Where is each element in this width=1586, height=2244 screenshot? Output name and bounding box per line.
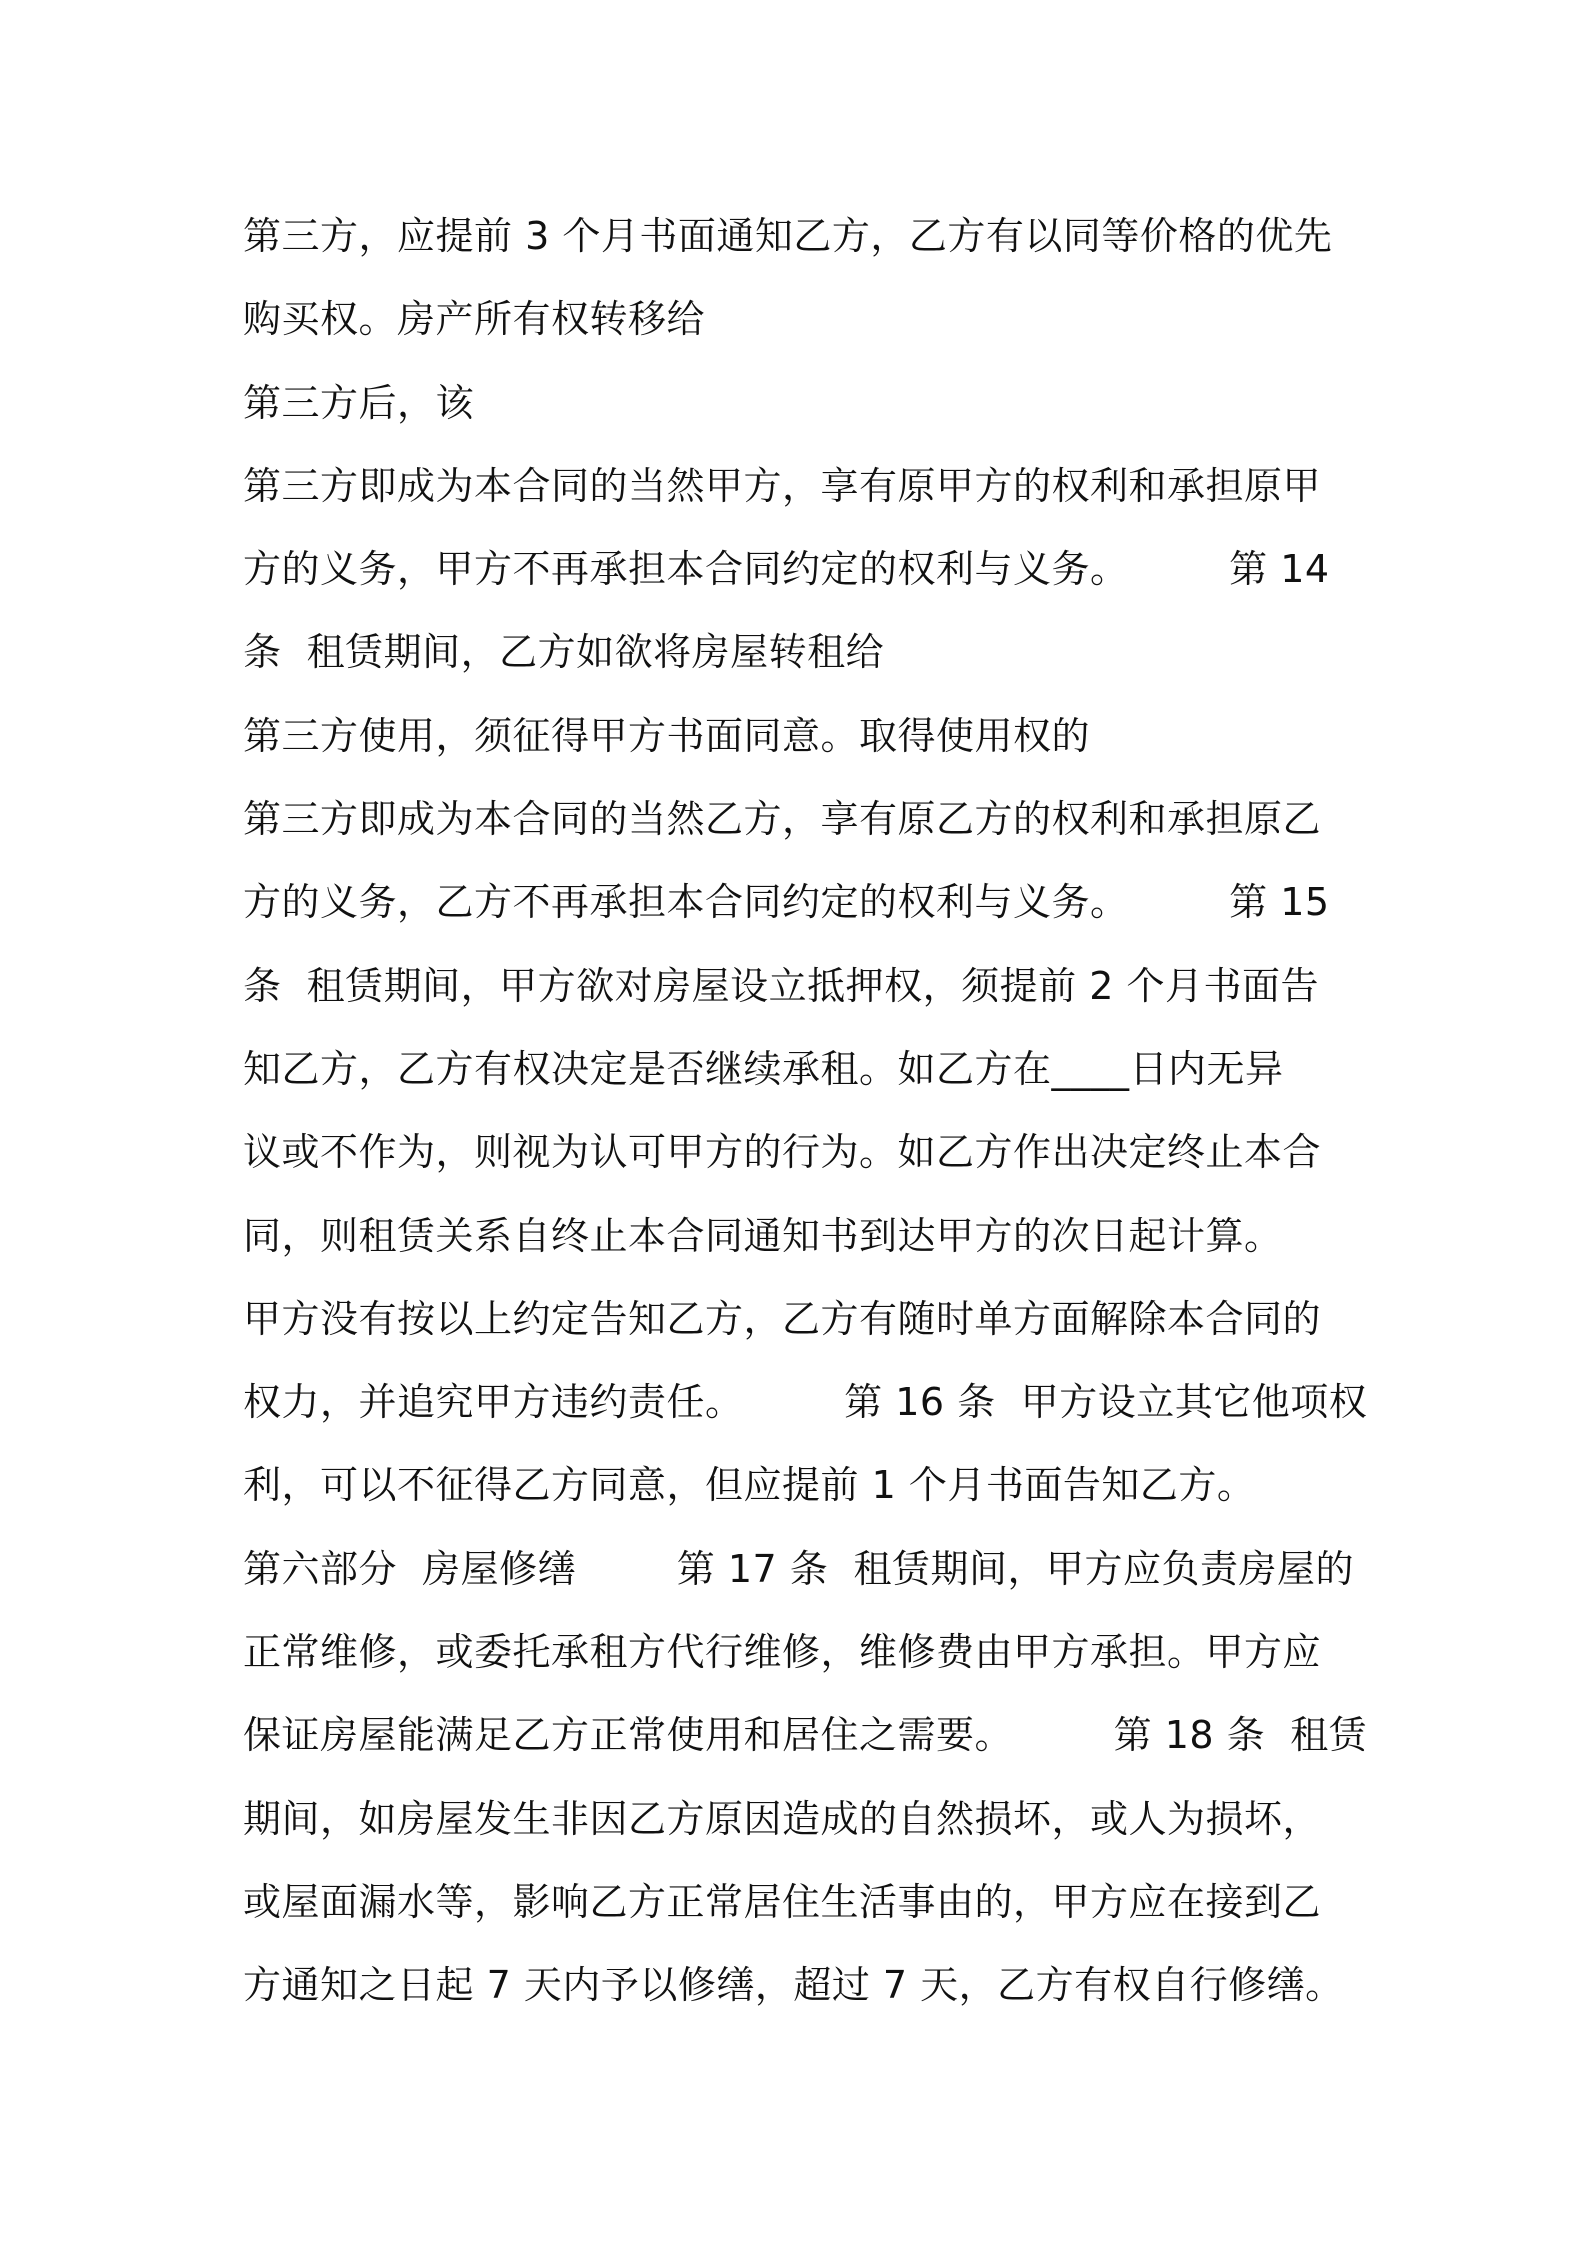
text-line: 方的义务，乙方不再承担本合同约定的权利与义务。 第 15 xyxy=(243,880,1330,925)
text-line: 权力，并追究甲方违约责任。 第 16 条 甲方设立其它他项权 xyxy=(243,1380,1368,1425)
text-line: 议或不作为，则视为认可甲方的行为。如乙方作出决定终止本合 xyxy=(243,1130,1322,1175)
text-line: 甲方没有按以上约定告知乙方，乙方有随时单方面解除本合同的 xyxy=(243,1296,1322,1341)
text-line: 利，可以不征得乙方同意，但应提前 1 个月书面告知乙方。 xyxy=(243,1463,1256,1508)
text-line: 方通知之日起 7 天内予以修缮，超过 7 天，乙方有权自行修缮。 xyxy=(243,1963,1344,2008)
text-line: 购买权。房产所有权转移给 xyxy=(243,297,706,342)
text-line: 第三方后，该 xyxy=(243,380,475,425)
text-line: 第三方，应提前 3 个月书面通知乙方，乙方有以同等价格的优先 xyxy=(243,214,1333,258)
text-line: 知乙方，乙方有权决定是否继续承租。如乙方在____日内无异 xyxy=(243,1046,1284,1091)
text-line: 期间，如房屋发生非因乙方原因造成的自然损坏，或人为损坏， xyxy=(243,1796,1322,1841)
text-line: 条 租赁期间，乙方如欲将房屋转租给 xyxy=(243,630,885,675)
text-line: 第三方即成为本合同的当然甲方，享有原甲方的权利和承担原甲 xyxy=(243,463,1322,508)
text-line: 条 租赁期间，甲方欲对房屋设立抵押权，须提前 2 个月书面告 xyxy=(243,963,1319,1008)
text-line: 正常维修，或委托承租方代行维修，维修费由甲方承担。甲方应 xyxy=(243,1630,1322,1675)
text-line: 第三方即成为本合同的当然乙方，享有原乙方的权利和承担原乙 xyxy=(243,797,1322,842)
text-line: 第三方使用，须征得甲方书面同意。取得使用权的 xyxy=(243,713,1091,758)
text-line: 保证房屋能满足乙方正常使用和居住之需要。 第 18 条 租赁 xyxy=(243,1713,1368,1758)
text-line: 方的义务，甲方不再承担本合同约定的权利与义务。 第 14 xyxy=(243,547,1330,592)
text-line: 同，则租赁关系自终止本合同通知书到达甲方的次日起计算。 xyxy=(243,1213,1283,1258)
text-line: 第六部分 房屋修缮 第 17 条 租赁期间，甲方应负责房屋的 xyxy=(243,1546,1354,1591)
contract-text-body xyxy=(243,195,1368,2028)
text-line: 或屋面漏水等，影响乙方正常居住生活事由的，甲方应在接到乙 xyxy=(243,1879,1322,1924)
